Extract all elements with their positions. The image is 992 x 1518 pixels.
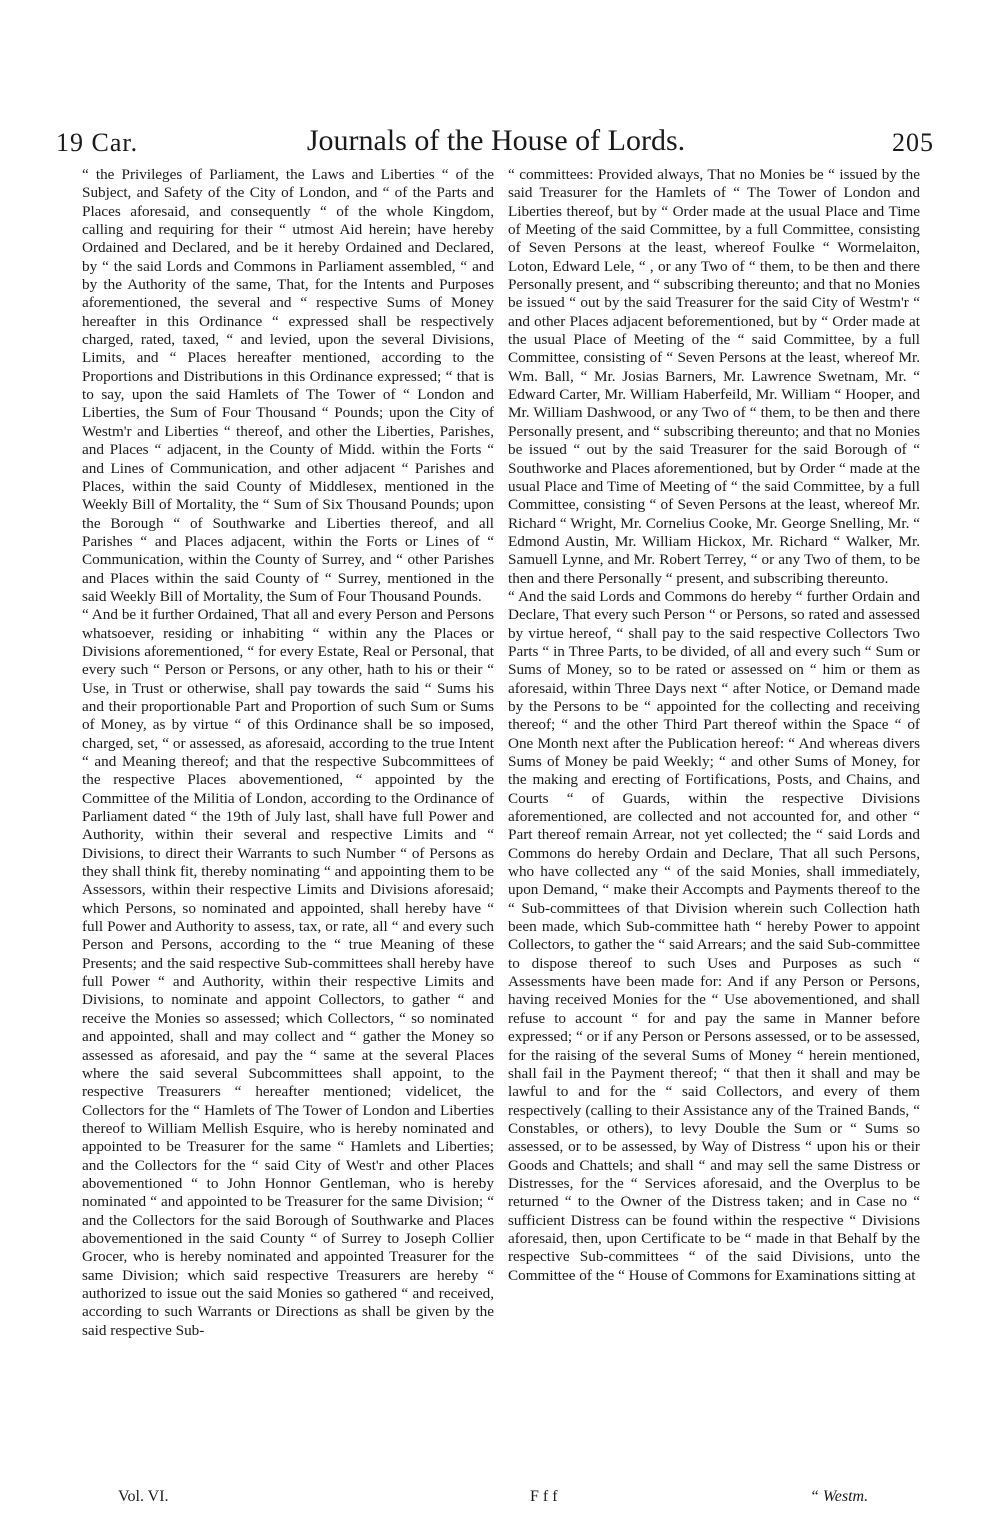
- left-paragraph-1: “ the Privileges of Parliament, the Laws and Liberties “ of the Subject, and Safety of the City of London, and “ of the Parts and Places aforesaid, and consequently “ of the whole Kingdom, calling and requiring for their “ utmost Aid herein; have hereby Ordained and Declared, and be it hereby Ordained and Declared, by “ the said Lords and Commons in Parliament assembled, “ and by the Authority of the same, That, for the Intents and Purposes aforementioned, the several and “ respective Sums of Money hereafter in this Ordinance “ expressed shall be respectively charged, rated, taxed, “ and levied, upon the several Divisions, Limits, and “ Places hereafter mentioned, according to the Proportions and Distributions in this Ordinance expressed; “ that is to say, upon the said Hamlets of The Tower of “ London and Liberties, the Sum of Four Thousand “ Pounds; upon the City of Westm'r and Liberties “ thereof, and other the Liberties, Parishes, and Places “ adjacent, in the County of Midd. within the Forts “ and Lines of Communication, and other adjacent “ Parishes and Places, within the said County of Middlesex, mentioned in the Weekly Bill of Mortality, the “ Sum of Six Thousand Pounds; upon the Borough “ of Southwarke and Liberties thereof, and all Parishes “ and Places adjacent, within the Forts or Lines of “ Communication, within the County of Surrey, and “ other Parishes and Places within the said County of “ Surrey, mentioned in the said Weekly Bill of Mortality, the Sum of Four Thousand Pounds.: [82, 166, 494, 605]
- catchword: “ Westm.: [810, 1488, 869, 1505]
- left-column: [82, 166, 494, 1340]
- running-header: [0, 118, 992, 168]
- right-paragraph-1: “ committees: Provided always, That no Monies be “ issued by the said Treasurer for the Hamlets of “ The Tower of London and Liberties thereof, but by “ Order made at the usual Place and Time of Meeting of the said Committee, by a full Committee, consisting of Seven Persons at the least, whereof Foulke “ Wormelaiton, Loton, Edward Lele, “ , or any Two of “ them, to be then and there Personally present, and “ subscribing thereunto; and that no Monies be issued “ out by the said Treasurer for the said City of Westm'r “ and other Places adjacent beforementioned, but by “ Order made at the usual Place of Meeting of the “ said Committee, by a full Committee, consisting of “ Seven Persons at the least, whereof Mr. Wm. Ball, “ Mr. Josias Barners, Mr. Lawrence Swetnam, Mr. “ Edward Carter, Mr. William Haberfeild, Mr. William “ Hooper, and Mr. William Dashwood, or any Two of “ them, to be then and there Personally present, and “ subscribing thereunto; and that no Monies be issued “ out by the said Treasurer for the said Borough of “ Southworke and Places aforementioned, but by Order “ made at the usual Place and Time of Meeting of “ the said Committee, by a full Committee, consisting “ of Seven Persons at the least, whereof Mr. Richard “ Wright, Mr. Cornelius Cooke, Mr. George Snelling, Mr. “ Edmond Austin, Mr. William Hickox, Mr. Richard “ Walker, Mr. Samuell Lynne, and Mr. Robert Terrey, “ or any Two of them, to be then and there Personally “ present, and subscribing thereunto.: [508, 166, 920, 587]
- signature-mark: F f f: [530, 1488, 558, 1505]
- left-paragraph-2: “ And be it further Ordained, That all and every Person and Persons whatsoever, residing or inhabiting “ within any the Places or Divisions aforementioned, “ for every Estate, Real or Personal, that every such “ Person or Persons, or any other, hath to his or their “ Use, in Trust or otherwise, shall pay towards the said “ Sums his and their proportionable Part and Proportion of such Sum or Sums of Money, as by virtue “ of this Ordinance shall be so imposed, charged, set, “ or assessed, as aforesaid, according to the true Intent “ and Meaning thereof; and that the respective Subcommittees of the respective Places abovementioned, “ appointed by the Committee of the Militia of London, according to the Ordinance of Parliament dated “ the 19th of July last, shall have full Power and Authority, within their several and respective Limits and “ Divisions, to direct their Warrants to such Number “ of Persons as they shall think fit, thereby nominating “ and appointing them to be Assessors, within their respective Limits and Divisions aforesaid; which Persons, so nominated and appointed, shall hereby have “ full Power and Authority to assess, tax, or rate, all “ and every such Person and Persons, according to the “ true Meaning of these Presents; and the said respective Sub-committees shall hereby have full Power “ and Authority, within their respective Limits and Divisions, to nominate and appoint Collectors, to gather “ and receive the Monies so assessed; which Collectors, “ so nominated and appointed, shall and may collect and “ gather the Money so assessed as aforesaid, and pay the “ same at the several Places where the said several Subcommittees shall appoint, to the respective Treasurers “ hereafter mentioned; videlicet, the Collectors for the “ Hamlets of The Tower of London and Liberties thereof to William Mellish Esquire, who is hereby nominated and appointed to be Treasurer for the same “ Hamlets and Liberties; and the Collectors for the “ said City of West'r and other Places abovementioned “ to John Honnor Gentleman, who is hereby nominated “ and appointed to be Treasurer for the same Division; “ and the Collectors for the said Borough of Southwarke and Places abovementioned in the said County “ of Surrey to Joseph Collier Grocer, who is hereby nominated and appointed Treasurer for the same Division; which said respective Treasurers are hereby “ authorized to issue out the said Monies so gathered “ and received, according to such Warrants or Directions as shall be given by the said respective Sub-: [82, 606, 494, 1339]
- right-paragraph-2: “ And the said Lords and Commons do hereby “ further Ordain and Declare, That every such Person “ or Persons, so rated and assessed by virtue hereof, “ shall pay to the said respective Collectors Two Parts “ in Three Parts, to be divided, of all and every such “ Sum or Sums of Money, so to be rated or assessed on “ him or them as aforesaid, within Three Days next “ after Notice, or Demand made by the Persons to be “ appointed for the collecting and receiving thereof; “ and the other Third Part thereof within the Space “ of One Month next after the Publication hereof: “ And whereas divers Sums of Money be paid Weekly; “ and other Sums of Money, for the making and erecting of Fortifications, Posts, and Chains, and Courts “ of Guards, within the respective Divisions aforementioned, are collected and not accounted for, and other “ Part thereof remain Arrear, not yet collected; the “ said Lords and Commons do hereby Ordain and Declare, That all such Persons, who have collected any “ of the said Monies, shall immediately, upon Demand, “ make their Accompts and Payments thereof to the “ Sub-committees of that Division wherein such Collection hath been made, which Sub-committee hath “ hereby Power to appoint Collectors, to gather the “ said Arrears; and the said Sub-committee to dispose thereof to such Uses and Purposes as such “ Assessments have been made for: And if any Person or Persons, having received Monies for the “ Use abovementioned, and shall refuse to account “ for and pay the same in Manner before expressed; “ or if any Person or Persons assessed, or to be assessed, for the raising of the several Sums of Money “ herein mentioned, shall fail in the Payment thereof; “ that then it shall and may be lawful to and for the “ said Collectors, and every of them respectively (calling to their Assistance any of the Trained Bands, “ Constables, or others), to levy Double the Sum or “ Sums so assessed, or to be assessed, by Way of Distress “ upon his or their Goods and Chattels; and shall “ and may sell the same Distress or Distresses, for the “ Services aforesaid, and the Overplus to be returned “ to the Owner of the Distress taken; and in Case no “ sufficient Distress can be found within the respective “ Divisions aforesaid, then, upon Certificate to be “ made in that Behalf by the respective Sub-committees “ of the said Divisions, unto the Committee of the “ House of Commons for Examinations sitting at: [508, 587, 920, 1284]
- page-footer: [0, 1488, 992, 1512]
- volume-label: Vol. VI.: [118, 1488, 169, 1505]
- journal-title: Journals of the House of Lords.: [306, 124, 686, 157]
- regnal-year: 19 Car.: [56, 128, 139, 157]
- right-column: [508, 166, 920, 1285]
- page-number: 205: [892, 128, 934, 157]
